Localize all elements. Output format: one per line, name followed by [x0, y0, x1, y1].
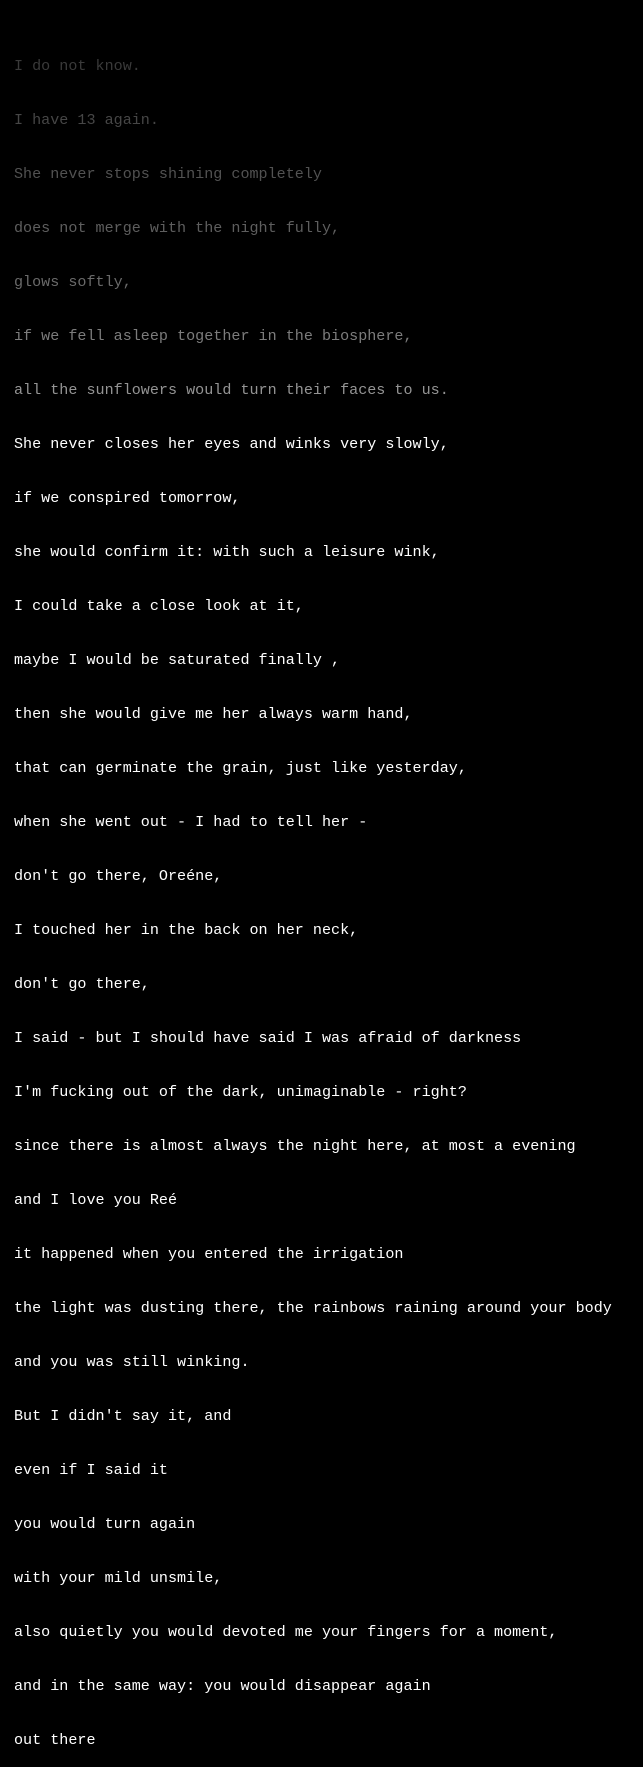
poem-line: But I didn't say it, and [14, 1407, 232, 1425]
poem-line: she would confirm it: with such a leisure wink, [14, 543, 440, 561]
poem-line: out there [14, 1731, 96, 1749]
poem-line: I said - but I should have said I was afraid of darkness [14, 1029, 522, 1047]
poem-text [14, 21, 639, 1767]
poem-line: if we conspired tomorrow, [14, 489, 241, 507]
poem-line: even if I said it [14, 1461, 168, 1479]
poem-line: that can germinate the grain, just like yesterday, [14, 759, 467, 777]
poem-line: since there is almost always the night here, at most a evening [14, 1137, 576, 1155]
poem-line: She never closes her eyes and winks very slowly, [14, 435, 449, 453]
poem-line: the light was dusting there, the rainbows raining around your body [14, 1299, 612, 1317]
poem-line: She never stops shining completely [14, 165, 322, 183]
poem-line: all the sunflowers would turn their faces to us. [14, 381, 449, 399]
poem-line: I could take a close look at it, [14, 597, 304, 615]
poem-line: with your mild unsmile, [14, 1569, 223, 1587]
poem-line: and in the same way: you would disappear again [14, 1677, 431, 1695]
poem-line: if we fell asleep together in the biosphere, [14, 327, 413, 345]
poem-line: maybe I would be saturated finally , [14, 651, 341, 669]
poem-line: then she would give me her always warm hand, [14, 705, 413, 723]
poem-line: when she went out - I had to tell her - [14, 813, 368, 831]
poem-line: you would turn again [14, 1515, 196, 1533]
poem-line: it happened when you entered the irrigation [14, 1245, 404, 1263]
poem-line: and I love you Reé [14, 1191, 178, 1209]
poem-line: don't go there, [14, 975, 150, 993]
poem-line: I'm fucking out of the dark, unimaginable - right? [14, 1083, 467, 1101]
poem-line: and you was still winking. [14, 1353, 250, 1371]
poem-line: I have 13 again. [14, 111, 159, 129]
poem-line: I do not know. [14, 57, 141, 75]
poem-line: glows softly, [14, 273, 132, 291]
poem-line: does not merge with the night fully, [14, 219, 341, 237]
poem-line: don't go there, Oreéne, [14, 867, 223, 885]
poem-line: also quietly you would devoted me your fingers for a moment, [14, 1623, 558, 1641]
poem-line: I touched her in the back on her neck, [14, 921, 359, 939]
